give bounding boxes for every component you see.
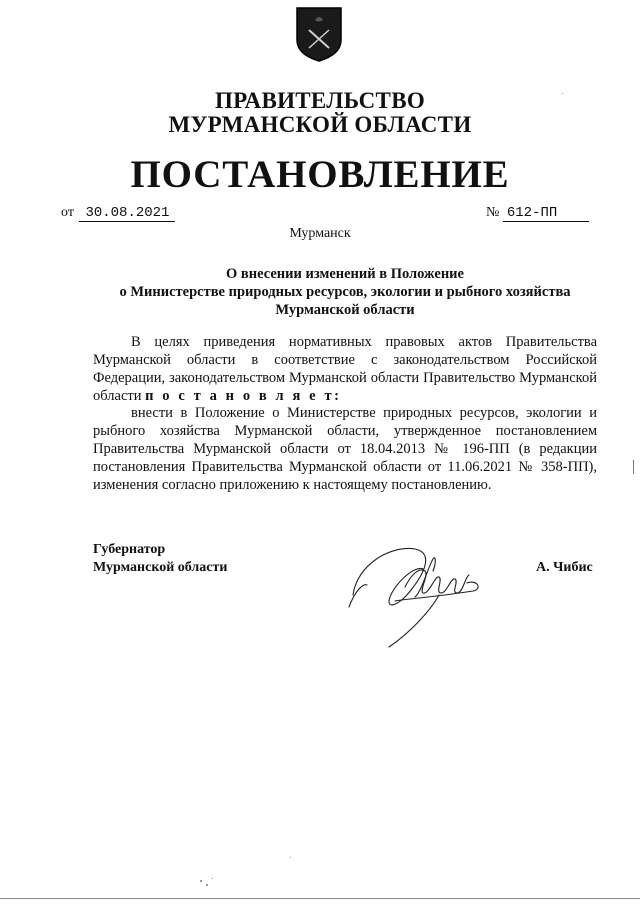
signatory-name: А. Чибис — [536, 560, 593, 575]
document-number: 612-ПП — [503, 205, 589, 222]
body-paragraph-1 — [93, 333, 597, 405]
number-prefix: № — [486, 205, 500, 220]
handwritten-signature-icon — [345, 535, 515, 650]
subject-line-3: Мурманской области — [275, 302, 415, 318]
date-line — [61, 205, 175, 222]
scan-speck — [212, 878, 213, 879]
organization-name-line2: МУРМАНСКОЙ ОБЛАСТИ — [168, 112, 472, 137]
body-paragraph-2: внести в Положение о Министерстве природных ресурсов, экологии и рыбного хозяйства Мурманской области, утвержденное постановлением Правительства Мурманской области от 18.04.2013 № 196-ПП (в редакции постановления Правительства Мурманской области от 11.06.2021 № 358-ПП), изменения согласно приложению к настоящему постановлению. — [93, 405, 597, 493]
document-type-title: ПОСТАНОВЛЕНИЕ — [130, 153, 510, 196]
date-prefix: от — [61, 205, 74, 220]
scan-speck — [206, 884, 208, 886]
decree-word: п о с т а н о в л я е т: — [145, 388, 342, 404]
subject-line-2: о Министерстве природных ресурсов, экологии и рыбного хозяйства — [119, 284, 571, 300]
scan-speck — [562, 93, 563, 94]
number-line — [486, 205, 589, 222]
scan-speck — [290, 857, 291, 858]
document-date: 30.08.2021 — [79, 205, 175, 222]
document-subject — [0, 265, 640, 319]
coat-of-arms-icon — [295, 6, 343, 62]
signatory-title — [93, 541, 227, 577]
organization-name-line1: ПРАВИТЕЛЬСТВО — [214, 88, 426, 113]
paragraph-1-text: В целях приведения нормативных правовых актов Правительства Мурманской области в соответствие с законодательством Российской Федерации, законодательством Мурманской области Правительство Мурманской области — [93, 334, 597, 404]
signatory-title-line-2: Мурманской области — [93, 560, 228, 575]
signatory-title-line-1: Губернатор — [93, 542, 166, 557]
scan-edge-line — [0, 898, 640, 899]
city-name: Мурманск — [289, 226, 351, 241]
scan-speck — [200, 880, 202, 882]
subject-line-1: О внесении изменений в Положение — [226, 266, 464, 282]
scan-speck — [633, 460, 634, 474]
